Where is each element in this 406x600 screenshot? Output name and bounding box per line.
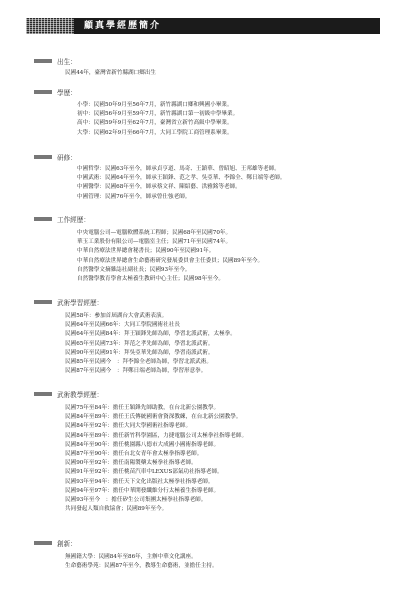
section-title: 學歷： xyxy=(57,89,77,97)
text-line: 民國94年至97年：擔任中華開發纖維分行太極養生指導老師。 xyxy=(65,487,220,494)
text-line: 中國醫學：民國68年至今，師承蔡文祥、陳紹藝、洪雅銘等老師。 xyxy=(77,184,241,191)
section-bar xyxy=(34,300,52,304)
text-line: 高中：民國59年9月至62年7月，臺灣省立新竹高級中學畢業。 xyxy=(77,120,233,127)
text-line: 民國85年至民國今 ：拜李錦全老師為師，學習北派武術。 xyxy=(65,359,212,366)
section-body-birth xyxy=(65,69,156,78)
section-body-innovation xyxy=(65,553,218,571)
text-line: 自然醫學文摘雜誌社副社長；民國93年至今。 xyxy=(77,266,191,273)
section-bar xyxy=(34,392,52,396)
text-line: 華玉工業股份有限公司—電腦室主任；民國71年至民國74年。 xyxy=(77,239,232,246)
text-line: 民國93年至今 ：擔任矽生公司集團太極拳社指導老師。 xyxy=(65,497,207,504)
text-line: 民國64年至民國66年：大同工學院國術社社長 xyxy=(65,322,180,329)
text-line: 民國91年至92年：擔任桃苗汽車中LEXUS部氣功社指導老師。 xyxy=(65,469,223,476)
text-line: 民國90年至92年：擔任南陽製藥太極拳社指導老師。 xyxy=(65,460,197,467)
section-title: 創新： xyxy=(57,540,77,548)
section-heading-martial-teaching xyxy=(34,389,103,399)
page-header xyxy=(26,18,380,34)
text-line: 中華自然療法世界總會生命藝術研究發展委員會主任委員；民國89年至今。 xyxy=(77,257,264,264)
text-line: 民國58年：參加首屆湖台大會武術表演。 xyxy=(65,313,168,319)
section-bar xyxy=(34,59,52,63)
text-line: 民國84年至90年：擔任桃園縣八德市大成國小國術指導老師。 xyxy=(65,441,220,448)
section-body-education xyxy=(77,101,238,138)
section-bar xyxy=(34,541,52,545)
section-title: 武術教學經歷： xyxy=(57,391,104,399)
logo xyxy=(26,18,74,34)
text-line: 民國75年至84年：擔任王穎鋒先師助教，在台北新公園教學。 xyxy=(65,405,220,411)
section-body-work xyxy=(77,229,263,284)
text-line: 中央電腦公司—電腦軟體系統工程師；民國68年至民國70年。 xyxy=(77,230,232,236)
text-line: 民國65年至民國73年：拜范之孝先師為師，學習北派武術。 xyxy=(65,340,214,347)
text-line: 民國44年，臺灣省新竹縣湖口鄉出生 xyxy=(65,70,157,76)
section-heading-study xyxy=(34,152,77,162)
section-title: 武術學習經歷： xyxy=(57,299,104,307)
section-heading-innovation xyxy=(34,538,77,548)
text-line: 民國87年至民國今 ：拜鄭日端老師為師，學習形意拳。 xyxy=(65,368,207,375)
text-line: 無國籍大學：民國84年至86年，主辦中華文化講座。 xyxy=(65,554,197,560)
text-line: 民國84年至89年：擔任王氏傳統國術會資深教練，在台北新公園教學。 xyxy=(65,414,242,421)
section-heading-education xyxy=(34,87,77,97)
text-line: 生命藝術學苑：民國87年至今，教導生命藝術，並擔任主持。 xyxy=(65,563,218,570)
text-line: 民國84年至92年：擔任大同大學國術社指導老師。 xyxy=(65,423,192,430)
section-heading-martial-learning xyxy=(34,297,103,307)
section-heading-birth xyxy=(34,56,77,66)
section-title: 出生： xyxy=(57,58,77,66)
section-title: 研修： xyxy=(57,154,77,162)
section-body-study xyxy=(77,165,286,202)
page-title: 顧真學經歷簡介 xyxy=(84,21,162,31)
text-line: 民國84年至89年：擔任新竹科學園區，力捷電腦公司太極拳社指導老師。 xyxy=(65,432,248,439)
text-line: 初中：民國56年9月至59年7月，新竹縣湖口第一初級中學畢業。 xyxy=(77,111,239,118)
section-body-martial-teaching xyxy=(65,404,247,514)
section-bar xyxy=(34,90,52,94)
text-line: 民國90年至民國91年：拜吳亞華先師為師，學習南派武術。 xyxy=(65,349,214,356)
text-line: 自然醫學教育學會太極養生教研中心主任；民國98年至今。 xyxy=(77,276,224,283)
text-line: 中國武術：民國64年至今，師承王穎鋒、范之孝、吳亞華、李錦全、鄭日端等老師。 xyxy=(77,175,286,182)
text-line: 民國64年至民國84年：拜王穎鋒先師為師，學習北派武術，太極拳。 xyxy=(65,331,236,338)
section-bar xyxy=(34,217,52,221)
section-heading-work xyxy=(34,214,90,224)
text-line: 中華自然療法世界總會秘書長；民國90年至民國91年。 xyxy=(77,248,215,255)
text-line: 民國93年至94年：擔任天下文化出版社太極拳社指導老師。 xyxy=(65,478,214,485)
section-title: 工作經歷： xyxy=(57,216,90,224)
text-line: 大學：民國62年9月至66年7月，大同工學院工商管理系畢業。 xyxy=(77,129,233,136)
section-bar xyxy=(34,155,52,159)
text-line: 中國管理：民國76年至今，師承曾仕強老師。 xyxy=(77,193,191,200)
section-body-martial-learning xyxy=(65,312,236,376)
text-line: 共同發起人類自救協會；民國89年至今。 xyxy=(65,506,168,513)
text-line: 小學：民國50年9月至56年7月，新竹縣湖口鄉和興國小畢業。 xyxy=(77,102,233,108)
text-line: 中國哲學：民國63年至今，師承貞亨道、馬奇、王鎮華、曾昭旭、王邦雄等老師。 xyxy=(77,166,280,172)
text-line: 民國87年至90年：擔任台北女青年會太極拳指導老師。 xyxy=(65,451,203,458)
